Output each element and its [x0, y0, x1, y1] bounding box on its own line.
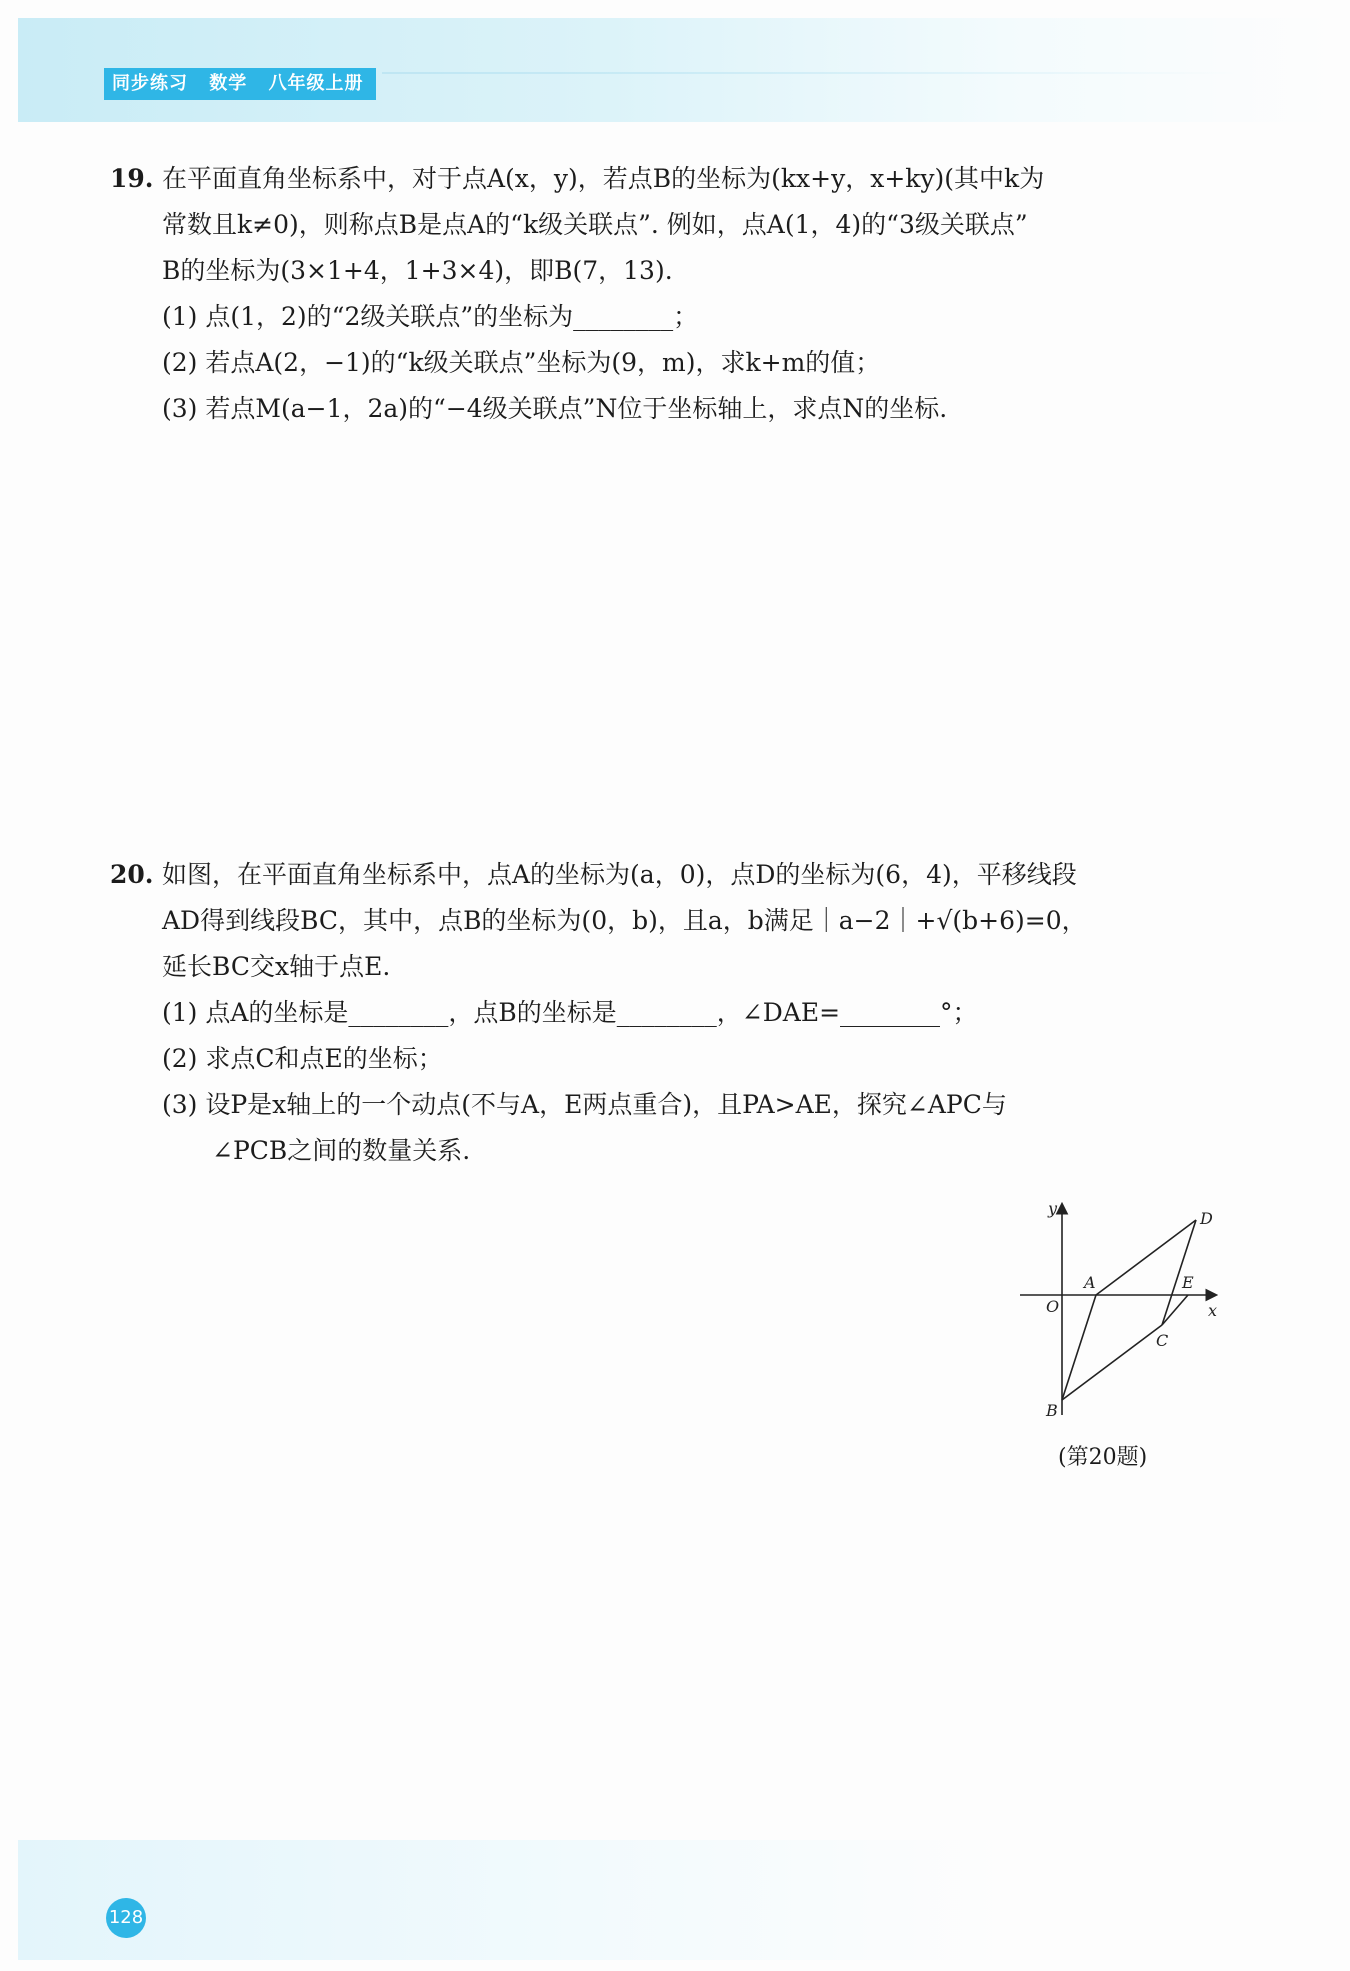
label-x: x [1208, 1301, 1218, 1320]
problem-19-number: 19. [110, 164, 154, 193]
problem-19-line-1: 19. 在平面直角坐标系中，对于点A(x，y)，若点B的坐标为(kx+y，x+ky)(其中k为 [110, 156, 1240, 202]
header-series: 同步练习 [112, 73, 188, 94]
header-grade: 八年级上册 [268, 73, 364, 94]
label-o: O [1046, 1297, 1060, 1316]
segment-ce [1162, 1295, 1188, 1325]
problem-19-part-2: (2) 若点A(2，−1)的“k级关联点”坐标为(9，m)，求k+m的值； [162, 348, 881, 377]
problem-20-part-2: (2) 求点C和点E的坐标； [162, 1044, 443, 1073]
problem-19-part-3: (3) 若点M(a−1，2a)的“−4级关联点”N位于坐标轴上，求点N的坐标. [162, 394, 948, 423]
problem-20-part-3-cont: ∠PCB之间的数量关系. [212, 1136, 471, 1165]
coordinate-figure [1010, 1190, 1230, 1450]
header-subject: 数学 [209, 73, 248, 94]
problem-19-part-1: (1) 点(1，2)的“2级关联点”的坐标为________； [162, 302, 699, 331]
problem-19-line-3: B的坐标为(3×1+4，1+3×4)，即B(7，13). [162, 256, 673, 285]
problem-20-part-1: (1) 点A的坐标是________，点B的坐标是________，∠DAE=________°； [162, 998, 978, 1027]
label-y: y [1048, 1199, 1058, 1218]
label-b: B [1046, 1401, 1058, 1420]
problem-19 [110, 156, 1240, 432]
book-header-tag [104, 68, 376, 100]
label-e: E [1182, 1273, 1194, 1292]
problem-20-line-1: 20. 如图，在平面直角坐标系中，点A的坐标为(a，0)，点D的坐标为(6，4)，平移线段 [110, 852, 1240, 898]
segment-ad [1096, 1220, 1196, 1295]
segment-bc [1062, 1325, 1162, 1400]
problem-20-part-3: (3) 设P是x轴上的一个动点(不与A，E两点重合)，且PA>AE，探究∠APC与 [162, 1090, 1007, 1119]
problem-20-number: 20. [110, 860, 154, 889]
problem-20-line-3: 延长BC交x轴于点E. [162, 952, 391, 981]
label-a: A [1084, 1273, 1096, 1292]
label-d: D [1200, 1209, 1213, 1228]
footer-band [18, 1840, 1332, 1960]
problem-20 [110, 852, 1240, 1174]
figure-caption: (第20题) [1058, 1445, 1148, 1470]
label-c: C [1156, 1331, 1169, 1350]
problem-19-line-2: 常数且k≠0)，则称点B是点A的“k级关联点”. 例如，点A(1，4)的“3级关联点” [162, 210, 1028, 239]
segment-ab [1062, 1295, 1096, 1400]
page-number: 128 [106, 1898, 146, 1938]
problem-20-line-2: AD得到线段BC，其中，点B的坐标为(0，b)，且a，b满足｜a−2｜+√(b+6)=0， [162, 906, 1087, 935]
header-divider [382, 72, 1242, 74]
